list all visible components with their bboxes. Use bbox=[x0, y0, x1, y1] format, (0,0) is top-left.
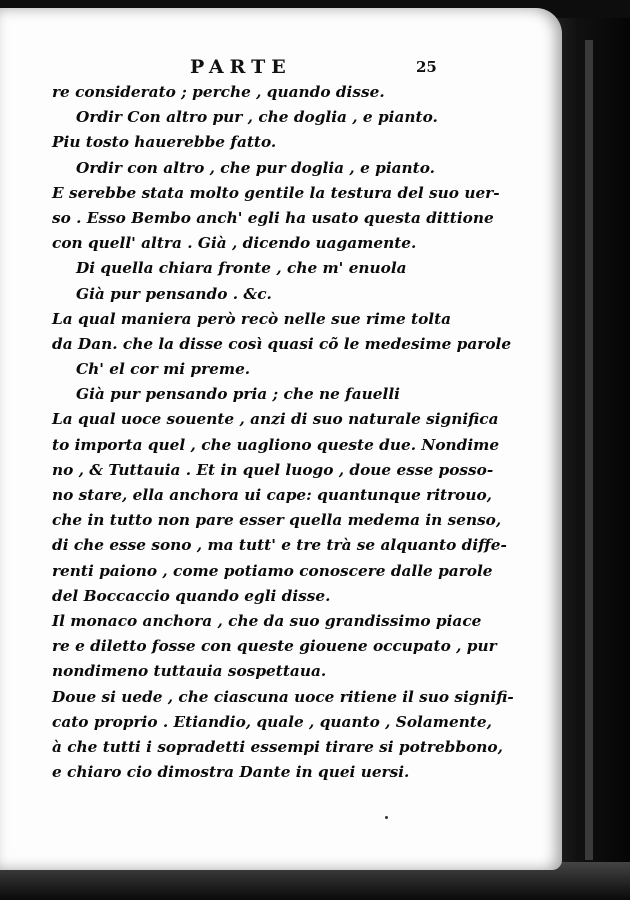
text-line: renti paiono , come potiamo conoscere dalle parole bbox=[52, 561, 493, 580]
verse-line: Già pur pensando pria ; che ne fauelli bbox=[76, 385, 400, 404]
running-head: PARTE bbox=[190, 56, 292, 78]
text-line: to importa quel , che uagliono queste due. Nondime bbox=[52, 435, 500, 454]
text-line: E serebbe stata molto gentile la testura del suo uer- bbox=[52, 183, 500, 202]
verse-line: Già pur pensando . &c. bbox=[76, 284, 272, 303]
text-line: no stare, ella anchora ui cape: quantunque ritrouo, bbox=[52, 486, 493, 504]
text-line: con quell' altra . Già , dicendo uagamente. bbox=[52, 234, 417, 253]
verse-line: Ch' el cor mi preme. bbox=[76, 360, 251, 379]
text-line: La qual uoce souente , anzi di suo naturale significa bbox=[52, 410, 499, 429]
text-line: re e diletto fosse con queste giouene occupato , pur bbox=[52, 637, 497, 656]
text-line: Doue si uede , che ciascuna uoce ritiene il suo signifi- bbox=[52, 687, 514, 706]
text-line: cato proprio . Etiandio, quale , quanto , Solamente, bbox=[52, 712, 492, 731]
text-line: nondimeno tuttauia sospettaua. bbox=[52, 662, 327, 681]
verse-line: Ordir con altro , che pur doglia , e pianto. bbox=[76, 158, 435, 177]
text-line: da Dan. che la disse così quasi cõ le medesime parole bbox=[52, 334, 512, 353]
text-line: Piu tosto hauerebbe fatto. bbox=[52, 133, 277, 152]
text-line: re considerato ; perche , quando disse. bbox=[52, 83, 385, 101]
text-line: so . Esso Bembo anch' egli ha usato questa dittione bbox=[52, 208, 494, 227]
text-line: Il monaco anchora , che da suo grandissimo piace bbox=[52, 611, 482, 630]
page-header bbox=[0, 56, 562, 80]
book-page bbox=[0, 8, 562, 870]
text-line: La qual maniera però recò nelle sue rime tolta bbox=[52, 309, 452, 328]
text-line: e chiaro cio dimostra Dante in quei uersi. bbox=[52, 763, 410, 782]
page-text bbox=[52, 80, 514, 785]
book-edge-highlight bbox=[585, 40, 593, 860]
page-number: 25 bbox=[416, 58, 437, 76]
text-line: di che esse sono , ma tutt' e tre trà se alquanto diffe- bbox=[52, 536, 507, 555]
text-line: del Boccaccio quando egli disse. bbox=[52, 586, 331, 605]
text-line: à che tutti i sopradetti essempi tirare si potrebbono, bbox=[52, 737, 503, 756]
ink-speck bbox=[385, 816, 388, 819]
verse-line: Di quella chiara fronte , che m' enuola bbox=[76, 259, 407, 278]
text-line: no , & Tuttauia . Et in quel luogo , doue esse posso- bbox=[52, 460, 494, 479]
text-line: che in tutto non pare esser quella medema in senso, bbox=[52, 511, 502, 530]
verse-line: Ordir Con altro pur , che doglia , e pianto. bbox=[76, 108, 438, 127]
